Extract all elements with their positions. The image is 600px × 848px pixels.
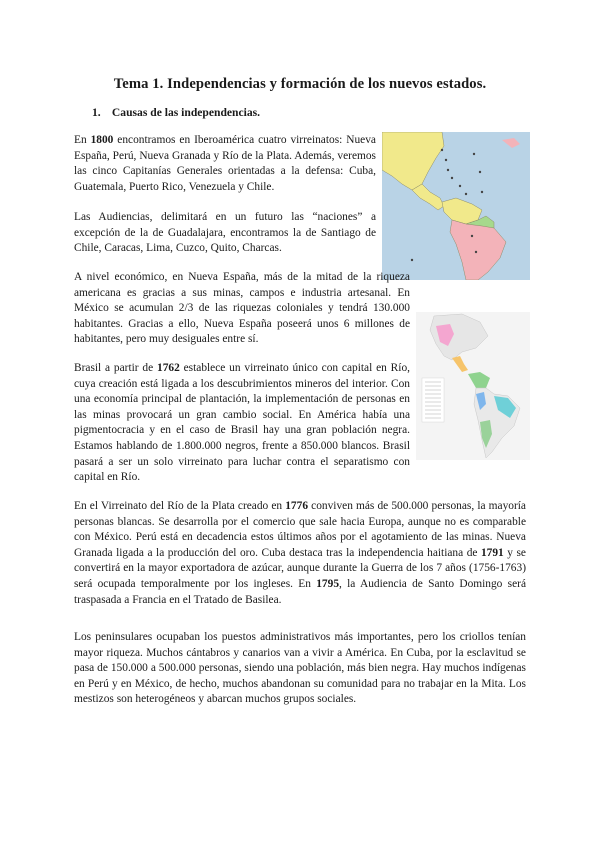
section-heading	[92, 106, 260, 119]
paragraph-rio-de-la-plata	[74, 499, 526, 608]
year-highlight: 1791	[480, 546, 504, 559]
page-title: Tema 1. Independencias y formación de los nuevos estados.	[113, 76, 487, 92]
text-run: Los peninsulares ocupaban los puestos administrativos más importantes, pero los criollos tenían mayor riqueza. Muchos cántabros y canarios van a vivir a América. En Cuba, por la esclavitud se pasa de 150.000 a 500.000 personas, siendo una población, más bien negra. Hay muchos indígenas en Perú y en México, de hecho, muchos abandonan su comunidad para no trabajar en la Mita. Los mestizos son heterogéneos y abarcan muchos grupos sociales.	[74, 631, 526, 706]
year-highlight: 1795	[316, 577, 340, 590]
section-number: 1.	[92, 106, 101, 119]
paragraph-audiencias	[74, 210, 376, 257]
year-highlight: 1762	[157, 362, 180, 374]
year-highlight: 1776	[285, 500, 309, 512]
year-highlight: 1800	[90, 134, 114, 146]
text-run: , la Audiencia de Santo Domingo será traspasada a Francia en el Tratado de Basilea.	[74, 577, 526, 606]
text-run: encontramos en Iberoamérica cuatro virreinatos: Nueva España, Perú, Nueva Granada y Río de la Plata. Además, veremos las cinco Capitanías Generales orientadas a la defensa: Cuba, Guatemala, Puerto Rico, Venezuela y Chile.	[74, 134, 376, 193]
text-run: Brasil a partir de	[74, 362, 157, 374]
text-run: Las Audiencias, delimitará en un futuro las “naciones” a excepción de la de Guadalajara, encontramos la de Santiago de Chile, Caracas, Lima, Cuzco, Quito, Charcas.	[74, 211, 376, 255]
section-label: Causas de las independencias.	[111, 106, 261, 119]
viceroyalties-map-image	[382, 132, 530, 280]
paragraph-sociedad	[74, 630, 526, 708]
text-run: En el Virreinato del Río de la Plata creado en	[74, 500, 286, 512]
text-run: conviven más de 500.000 personas, la mayoría personas blancas. Se desarrolla por el comercio que sale hacia Europa, aunque no es comparable con México. Perú está en decadencia estos últimos años por el agotamiento de las minas. Nueva Granada ligada a la producción del oro. Cuba destaca tras la independencia haitiana de	[74, 500, 526, 559]
americas-map-image	[416, 312, 530, 460]
paragraph-virreinatos	[74, 133, 376, 195]
text-run: y se convertirá en la mayor exportadora de azúcar, aunque durante la Guerra de los 7 años (1756-1763) será ocupada temporalmente por los ingleses. En	[74, 546, 526, 590]
paragraph-brasil	[74, 361, 410, 486]
text-run: establece un virreinato único con capital en Río, cuya creación está ligada a los descubrimientos mineros del interior. Con una economía principal de plantación, la implementación de personas en las minas provocará un gran cambio social. En América había una pigmentocracia y en el caso de Brasil hay una gran población negra. Estamos hablando de 1.800.000 negros, frente a 850.000 blancos. Brasil pasará a ser un solo virreinato para luchar contra el separatismo con capital en Río.	[74, 362, 410, 484]
paragraph-economia	[74, 270, 410, 348]
text-run: En	[74, 134, 91, 146]
text-run: A nivel económico, en Nueva España, más de la mitad de la riqueza americana es gracias a sus minas, campos e industria artesanal. En México se acumulan 2/3 de las riquezas coloniales y tendrá 130.000 habitantes. Gracias a ello, Nueva España poseerá unos 6 millones de habitantes, pero muy desiguales entre sí.	[74, 271, 410, 346]
